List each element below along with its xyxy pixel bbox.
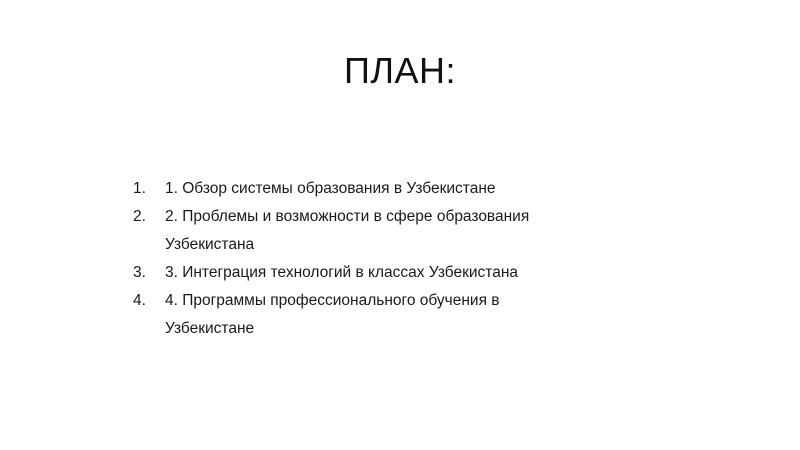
list-item-text: 3. Интеграция технологий в классах Узбекистана <box>165 264 519 281</box>
list-item-text: 4. Программы профессионального обучения в Узбекистане <box>165 292 500 337</box>
list-item-number: 3. <box>133 264 146 281</box>
list-item-number: 1. <box>133 180 146 197</box>
list-item-text: 1. Обзор системы образования в Узбекистане <box>165 180 496 197</box>
list-item <box>133 175 553 203</box>
list-item-number: 4. <box>133 292 146 309</box>
list-item-text: 2. Проблемы и возможности в сфере образования Узбекистана <box>165 208 530 253</box>
list-item <box>133 203 553 259</box>
list-item <box>133 259 553 287</box>
list-item-number: 2. <box>133 208 146 225</box>
plan-list <box>133 175 553 343</box>
slide-title: ПЛАН: <box>343 50 456 91</box>
list-item <box>133 287 553 343</box>
